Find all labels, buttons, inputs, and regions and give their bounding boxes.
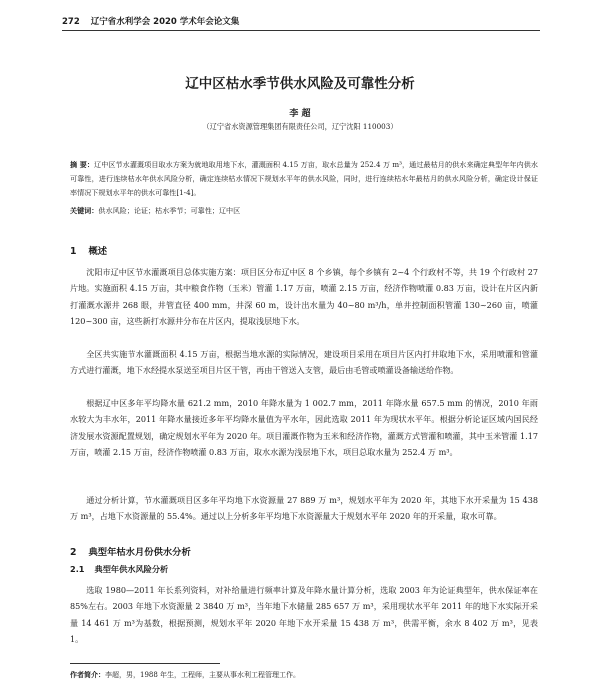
- abstract-label: 摘 要：: [70, 160, 95, 169]
- keywords-label: 关键词：: [70, 206, 99, 215]
- footnote-rule: [70, 663, 220, 664]
- subsection-2-1-paragraph: 选取 1980—2011 年长系列资料，对补给量进行频率计算及年降水量计算分析，选取 2003 年为论证典型年，供水保证率在 85%左右。2003 年地下水资源量 2 3840 万 m³，当年地下水储量 285 657 万 m³，采用现状水平年 2011 年的地下水实际开采量 14 461 万 m³为基数，根据预测，规划水平年 2020 年地下水开采量 15 438 万 m³，供需平衡，余水 8 402 万 m³，见表 1。: [70, 585, 538, 644]
- author-bio-footnote: [70, 670, 538, 680]
- page-number: 272: [62, 17, 80, 27]
- paper-title: 辽中区枯水季节供水风险及可靠性分析: [185, 76, 415, 92]
- section-1-heading: [70, 243, 107, 257]
- section-2-number: 2: [70, 547, 77, 558]
- subsection-2-1-number: 2.1: [70, 564, 85, 574]
- section-1-paragraph-4: 通过分析计算，节水灌溉项目区多年平均地下水资源量 27 889 万 m³，规划水平年为 2020 年，其地下水开采量为 15 438 万 m³，占地下水资源量的 55.4%。通过以上分析多年平均地下水资源量大于规划水平年 2020 年的开采量，取水可靠。: [70, 495, 538, 522]
- footnote-text: 李超，男，1988 年生，工程师，主要从事水利工程管理工作。: [105, 671, 301, 679]
- section-1-paragraph-2: 全区共实施节水灌溉面积 4.15 万亩，根据当地水源的实际情况，建设项目采用在项目片区内打井取地下水，采用喷灌和管灌方式进行灌溉，地下水经提水泵送至项目片区干管，再由干管送入支管，最后由毛管或喷灌设备输送给作物。: [70, 349, 538, 376]
- keywords: [70, 206, 538, 216]
- section-2-heading: [70, 544, 191, 558]
- running-header: [62, 15, 239, 27]
- subsection-2-1-heading: [70, 564, 168, 575]
- section-1-title: 概述: [88, 246, 108, 257]
- section-1-paragraph-1: 沈阳市辽中区节水灌溉项目总体实施方案：项目区分布辽中区 8 个乡镇，每个乡镇有 2~4 个行政村不等，共 19 个行政村 27 片地。实施面积 4.15 万亩，其中粮食作物（玉米）管灌 1.17 万亩，喷灌 2.15 万亩，经济作物喷灌 0.83 万亩，设计在片区内新打灌溉水源井 268 眼，井管直径 400 mm，井深 60 m，设计出水量为 40~80 m³/h，单井控制面积管灌 130~260 亩，喷灌 120~300 亩，这些新打水源井分布在片区内，提取浅层地下水。: [70, 267, 538, 326]
- section-2-title: 典型年枯水月份供水分析: [88, 547, 191, 558]
- author-name: 李 超: [289, 109, 311, 119]
- keywords-text: 供水风险；论证；枯水季节；可靠性；辽中区: [98, 206, 241, 215]
- author-affiliation: （辽宁省水资源管理集团有限责任公司，辽宁沈阳 110003）: [202, 122, 398, 131]
- subsection-2-1-title: 典型年供水风险分析: [94, 564, 169, 574]
- header-rule: [62, 30, 540, 31]
- abstract: [70, 158, 538, 200]
- section-1-paragraph-3: 根据辽中区多年平均降水量 621.2 mm，2010 年降水量为 1 002.7 mm，2011 年降水量 657.5 mm 的情况，2010 年雨水较大为丰水年，2011 年降水量接近多年平均降水量值为平水年，因此选取 2011 年为现状水平年。根据分析论证区域内国民经济发展水资源配置规划，确定规划水平年为 2020 年。项目灌溉作物为玉米和经济作物，灌溉方式管灌和喷灌，其中玉米管灌 1.17 万亩，喷灌 2.15 万亩，经济作物喷灌 0.83 万亩，取水水源为浅层地下水，项目总取水量为 252.4 万 m³。: [70, 398, 538, 457]
- journal-name: 辽宁省水利学会 2020 学术年会论文集: [90, 17, 240, 27]
- abstract-text: 辽中区节水灌溉项目取水方案为就地取用地下水，灌溉面积 4.15 万亩，取水总量为 252.4 万 m³，通过最枯月的供水来确定典型年年内供水可靠性，进行连续枯水年供水风险分析，确定连续枯水情况下规划水平年的供水风险，同时，进行连续枯水年最枯月的供水风险分析，确定设计保证率情况下规划水平年的供水可靠性[1-4]。: [70, 160, 538, 197]
- footnote-label: 作者简介：: [70, 670, 105, 679]
- section-1-number: 1: [70, 246, 77, 257]
